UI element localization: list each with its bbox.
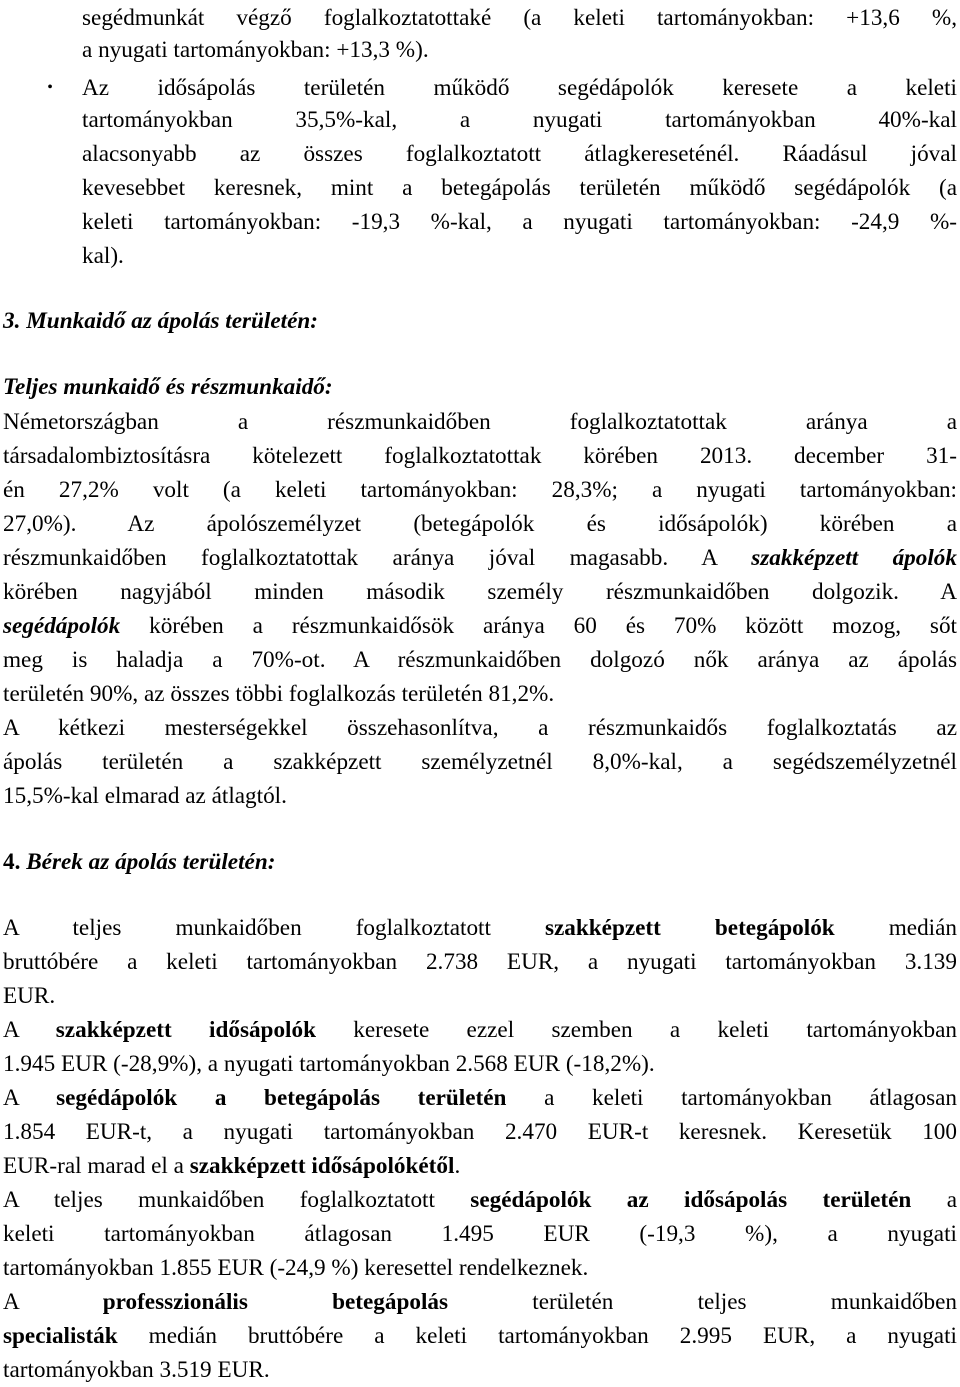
text-run: Németországban a részmunkaidőben foglalkoztatottak aránya a: [3, 409, 957, 435]
p5-line-2: [3, 1115, 957, 1149]
text-run: 15,5%-kal elmarad az átlagtól.: [3, 783, 287, 809]
text-run: keleti tartományokban: -19,3 %-kal, a nyugati tartományokban: -24,9 %-: [82, 209, 957, 235]
text-run: körében nagyjából minden második személy részmunkaidőben dolgozik. A: [3, 579, 957, 605]
text-run: ápolás területén a szakképzett személyzetnél 8,0%-kal, a segédszemélyzetnél: [3, 749, 957, 775]
bullet-icon: •: [47, 79, 53, 96]
text-run: keleti tartományokban átlagosan 1.495 EUR (-19,3 %), a nyugati: [3, 1221, 957, 1247]
text-run: .: [454, 1153, 461, 1179]
p1-line-4: [3, 507, 957, 541]
bullet-1-line-1: [82, 1, 957, 35]
emphasized-text: szakképzett betegápolók: [544, 915, 835, 941]
text-run: kal).: [82, 243, 124, 269]
emphasized-text: 4.: [3, 849, 27, 875]
p2-line-2: [3, 745, 957, 779]
text-run: medián: [834, 915, 957, 941]
p4-line-1: [3, 1013, 957, 1047]
bullet-2-line-5: [82, 205, 957, 239]
section-4-heading: [3, 845, 957, 879]
text-run: a keleti tartományokban átlagosan: [506, 1085, 957, 1111]
p1-line-1: [3, 405, 957, 439]
emphasized-text: segédápolók a betegápolás területén: [56, 1085, 507, 1111]
section-3-heading: [3, 304, 957, 338]
text-run: alacsonyabb az összes foglalkoztatott átlagkereseténél. Ráadásul jóval: [82, 141, 957, 167]
text-run: 1.854 EUR-t, a nyugati tartományokban 2.470 EUR-t keresnek. Keresetük 100: [3, 1119, 957, 1145]
text-run: EUR.: [3, 983, 56, 1009]
text-run: én 27,2% volt (a keleti tartományokban: 28,3%; a nyugati tartományokban:: [3, 477, 957, 503]
text-run: a nyugati tartományokban: +13,3 %).: [82, 37, 429, 63]
p1-line-2: [3, 439, 957, 473]
text-run: A teljes munkaidőben foglalkoztatott: [3, 1187, 471, 1213]
text-run: tartományokban 3.519 EUR.: [3, 1357, 270, 1383]
p6-line-1: [3, 1183, 957, 1217]
text-run: Az idősápolás területén működő segédápolók keresete a keleti: [82, 75, 957, 101]
emphasized-text: szakképzett idősápolók: [55, 1017, 316, 1043]
text-run: társadalombiztosításra kötelezett foglalkoztatottak körében 2013. december 31-: [3, 443, 957, 469]
emphasized-text: segédápolók: [3, 613, 121, 639]
p1-line-9: [3, 677, 957, 711]
text-run: A teljes munkaidőben foglalkoztatott: [3, 915, 545, 941]
p1-line-8: [3, 643, 957, 677]
emphasized-text: szakképzett idősápolókétől: [189, 1153, 455, 1179]
emphasized-text: Teljes munkaidő és részmunkaidő:: [3, 374, 333, 400]
p2-line-1: [3, 711, 957, 745]
text-run: medián bruttóbére a keleti tartományokban 2.995 EUR, a nyugati: [117, 1323, 957, 1349]
text-run: keresete ezzel szemben a keleti tartományokban: [315, 1017, 957, 1043]
emphasized-text: szakképzett ápolók: [751, 545, 957, 571]
p2-line-3: [3, 779, 957, 813]
emphasized-text: professzionális betegápolás: [102, 1289, 449, 1315]
p1-line-3: [3, 473, 957, 507]
text-run: kevesebbet keresnek, mint a betegápolás területén működő segédápolók (a: [82, 175, 957, 201]
text-run: A: [3, 1085, 57, 1111]
text-run: A kétkezi mesterségekkel összehasonlítva, a részmunkaidős foglalkoztatás az: [3, 715, 957, 741]
bullet-2-line-1: [82, 71, 957, 105]
p1-line-7: [3, 609, 957, 643]
bullet-2-line-4: [82, 171, 957, 205]
text-run: meg is haladja a 70%-ot. A részmunkaidőben dolgozó nők aránya az ápolás: [3, 647, 957, 673]
bullet-2-line-6: [82, 239, 957, 273]
text-run: körében a részmunkaidősök aránya 60 és 70% között mozog, sőt: [120, 613, 957, 639]
p1-line-5: [3, 541, 957, 575]
p3-line-3: [3, 979, 957, 1013]
text-run: A: [3, 1289, 103, 1315]
p4-line-2: [3, 1047, 957, 1081]
p7-line-1: [3, 1285, 957, 1319]
p3-line-2: [3, 945, 957, 979]
p6-line-2: [3, 1217, 957, 1251]
emphasized-text: Bérek az ápolás területén:: [26, 849, 276, 875]
text-run: bruttóbére a keleti tartományokban 2.738 EUR, a nyugati tartományokban 3.139: [3, 949, 957, 975]
p1-line-6: [3, 575, 957, 609]
p5-line-3: [3, 1149, 957, 1183]
bullet-1-line-2: [82, 33, 957, 67]
p3-line-1: [3, 911, 957, 945]
text-run: EUR-ral marad el a: [3, 1153, 190, 1179]
text-run: a: [911, 1187, 957, 1213]
text-run: tartományokban 35,5%-kal, a nyugati tartományokban 40%-kal: [82, 107, 957, 133]
emphasized-text: 3. Munkaidő az ápolás területén:: [3, 308, 319, 334]
emphasized-text: specialisták: [3, 1323, 118, 1349]
p7-line-3: [3, 1353, 957, 1387]
p5-line-1: [3, 1081, 957, 1115]
text-run: tartományokban 1.855 EUR (-24,9 %) keresettel rendelkeznek.: [3, 1255, 589, 1281]
text-run: 1.945 EUR (-28,9%), a nyugati tartományokban 2.568 EUR (-18,2%).: [3, 1051, 655, 1077]
text-run: részmunkaidőben foglalkoztatottak aránya jóval magasabb. A: [3, 545, 752, 571]
bullet-2-line-3: [82, 137, 957, 171]
text-run: 27,0%). Az ápolószemélyzet (betegápolók és idősápolók) körében a: [3, 511, 957, 537]
emphasized-text: segédápolók az idősápolás területén: [470, 1187, 912, 1213]
p6-line-3: [3, 1251, 957, 1285]
text-run: területén teljes munkaidőben: [448, 1289, 957, 1315]
text-run: segédmunkát végző foglalkoztatottaké (a keleti tartományokban: +13,6 %,: [82, 5, 957, 31]
text-run: területén 90%, az összes többi foglalkozás területén 81,2%.: [3, 681, 555, 707]
bullet-2-line-2: [82, 103, 957, 137]
subheading-teljes-munkaido: [3, 370, 957, 404]
p7-line-2: [3, 1319, 957, 1353]
text-run: A: [3, 1017, 56, 1043]
